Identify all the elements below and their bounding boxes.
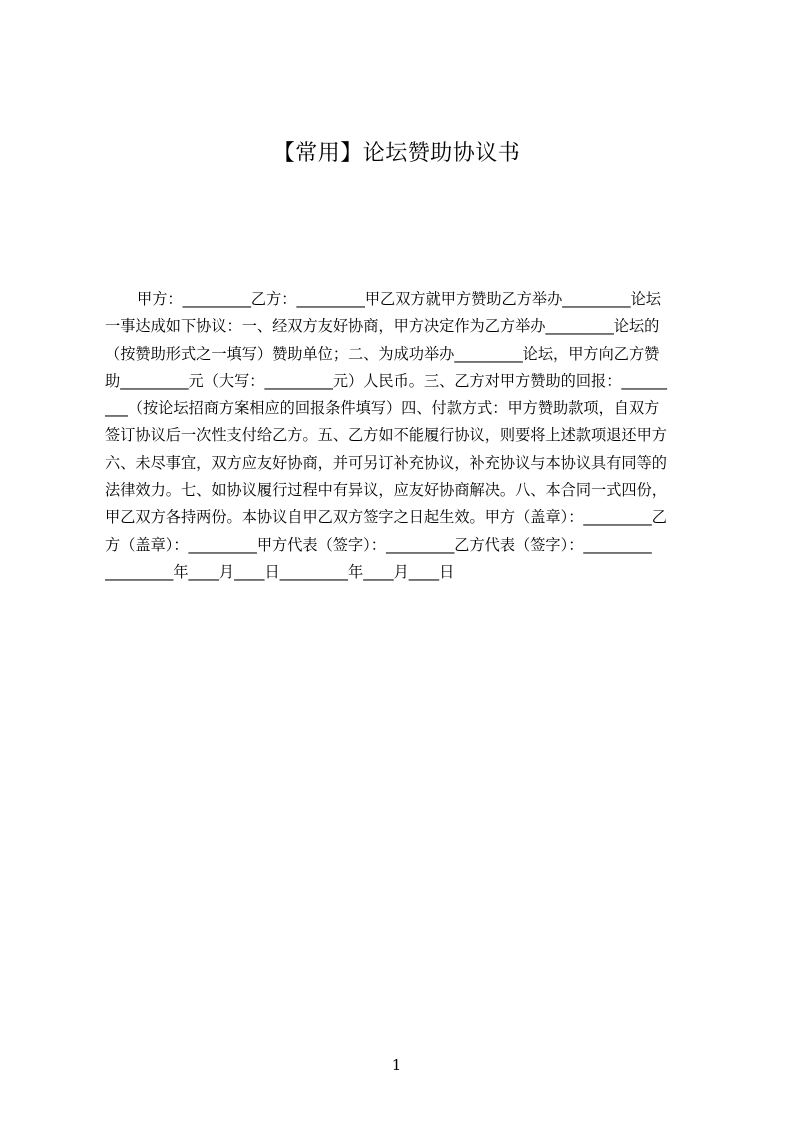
body-line: ___（按论坛招商方案相应的回报条件填写）四、付款方式：甲方赞助款项，自双方 — [105, 399, 660, 418]
document-title: 【常用】论坛赞助协议书 — [272, 141, 521, 166]
agreement-body — [105, 286, 703, 586]
body-line: 方（盖章）：_________甲方代表（签字）：_________乙方代表（签字）：_________ — [105, 535, 652, 554]
body-line: 法律效力。七、如协议履行过程中有异议，应友好协商解决。八、本合同一式四份， — [105, 481, 667, 500]
body-line: 一事达成如下协议：一、经双方友好协商，甲方决定作为乙方举办_________论坛的 — [105, 317, 660, 336]
body-line: （按赞助形式之一填写）赞助单位；二、为成功举办_________论坛，甲方向乙方赞 — [105, 344, 660, 363]
body-line: 助_________元（大写：_________元）人民币。三、乙方对甲方赞助的回报：______ — [105, 371, 667, 390]
body-line: _________年____月____日_________年____月____日 — [105, 562, 455, 581]
body-line: 甲方：_________乙方：_________甲乙双方就甲方赞助乙方举办_________论坛 — [137, 290, 661, 308]
page-number: 1 — [391, 1056, 402, 1074]
body-line: 六、未尽事宜，双方应友好协商，并可另订补充协议，补充协议与本协议具有同等的 — [105, 453, 667, 472]
body-line: 甲乙双方各持两份。本协议自甲乙双方签字之日起生效。甲方（盖章）：_________乙 — [105, 508, 667, 527]
body-line: 签订协议后一次性支付给乙方。五、乙方如不能履行协议，则要将上述款项退还甲方 — [105, 426, 667, 445]
